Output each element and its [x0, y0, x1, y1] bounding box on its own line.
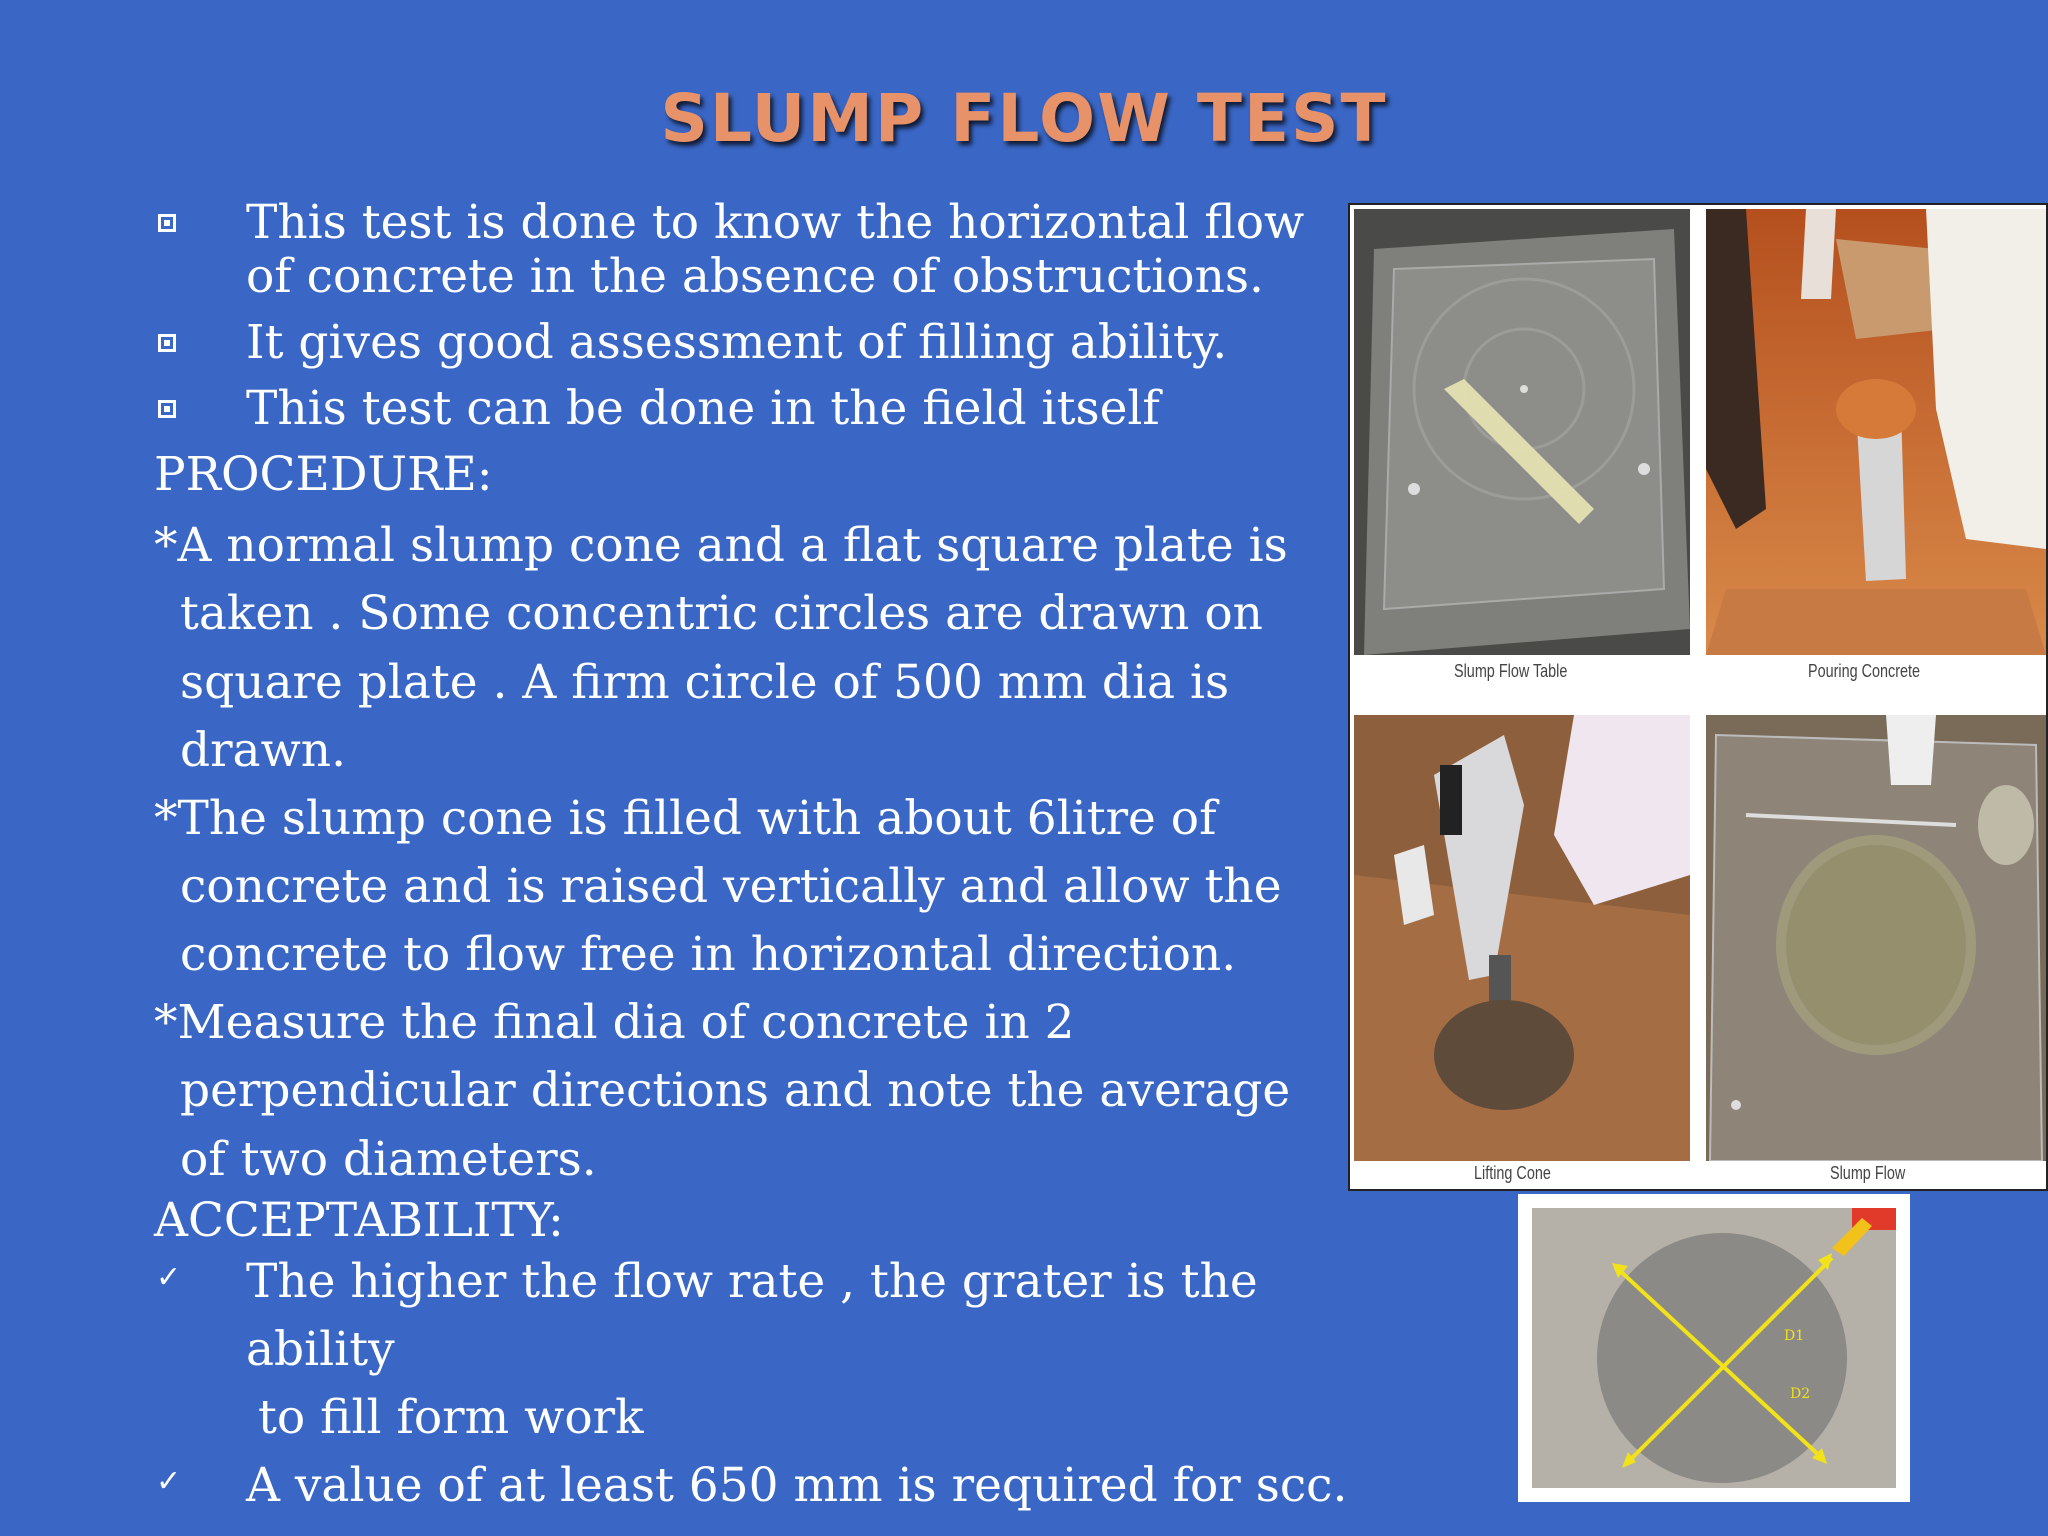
- acceptability-heading: ACCEPTABILITY:: [154, 1192, 564, 1248]
- square-bullet-icon: [158, 214, 176, 232]
- photo-collage: [1348, 203, 2048, 1191]
- slide-body: [150, 196, 1350, 1520]
- procedure-step: *A normal slump cone and a flat square plate is taken . Some concentric circles are drawn on square plate . A firm circle of 500 mm dia is drawn.: [154, 518, 1288, 778]
- intro-bullet: It gives good assessment of filling ability.: [150, 316, 1350, 370]
- acceptability-item: ✓ The higher the flow rate , the grater is the ability to fill form work: [156, 1253, 1258, 1445]
- square-bullet-icon: [158, 334, 176, 352]
- diameter-measurement-photo: [1518, 1194, 1910, 1502]
- slide-title: SLUMP FLOW TEST: [660, 80, 1388, 157]
- diameter-label-d2: D2: [1790, 1386, 1811, 1402]
- pouring-concrete-photo: [1706, 209, 2046, 655]
- photo-caption: Pouring Concrete: [1808, 661, 1921, 681]
- intro-bullet: This test is done to know the horizontal flow of concrete in the absence of obstructions.: [150, 196, 1350, 304]
- intro-bullet: This test can be done in the field itself: [150, 382, 1350, 436]
- checkmark-icon: ✓: [156, 1259, 182, 1295]
- procedure-step: *The slump cone is filled with about 6litre of concrete and is raised vertically and allow the concrete to flow free in horizontal direction.: [154, 790, 1282, 983]
- acceptability-item: ✓ A value of at least 650 mm is required for scc.: [156, 1458, 1348, 1514]
- slump-flow-photo: [1706, 715, 2046, 1161]
- procedure-step: *Measure the final dia of concrete in 2 perpendicular directions and note the average of two diameters.: [154, 995, 1291, 1187]
- photo-caption: Slump Flow Table: [1454, 661, 1568, 681]
- lifting-cone-photo: [1354, 715, 1690, 1161]
- procedure-heading: PROCEDURE:: [154, 447, 493, 503]
- square-bullet-icon: [158, 400, 176, 418]
- diameter-label-d1: D1: [1784, 1328, 1805, 1344]
- photo-caption: Slump Flow: [1830, 1163, 1906, 1183]
- photo-caption: Lifting Cone: [1474, 1163, 1551, 1183]
- slump-flow-table-photo: [1354, 209, 1690, 655]
- checkmark-icon: ✓: [156, 1464, 182, 1500]
